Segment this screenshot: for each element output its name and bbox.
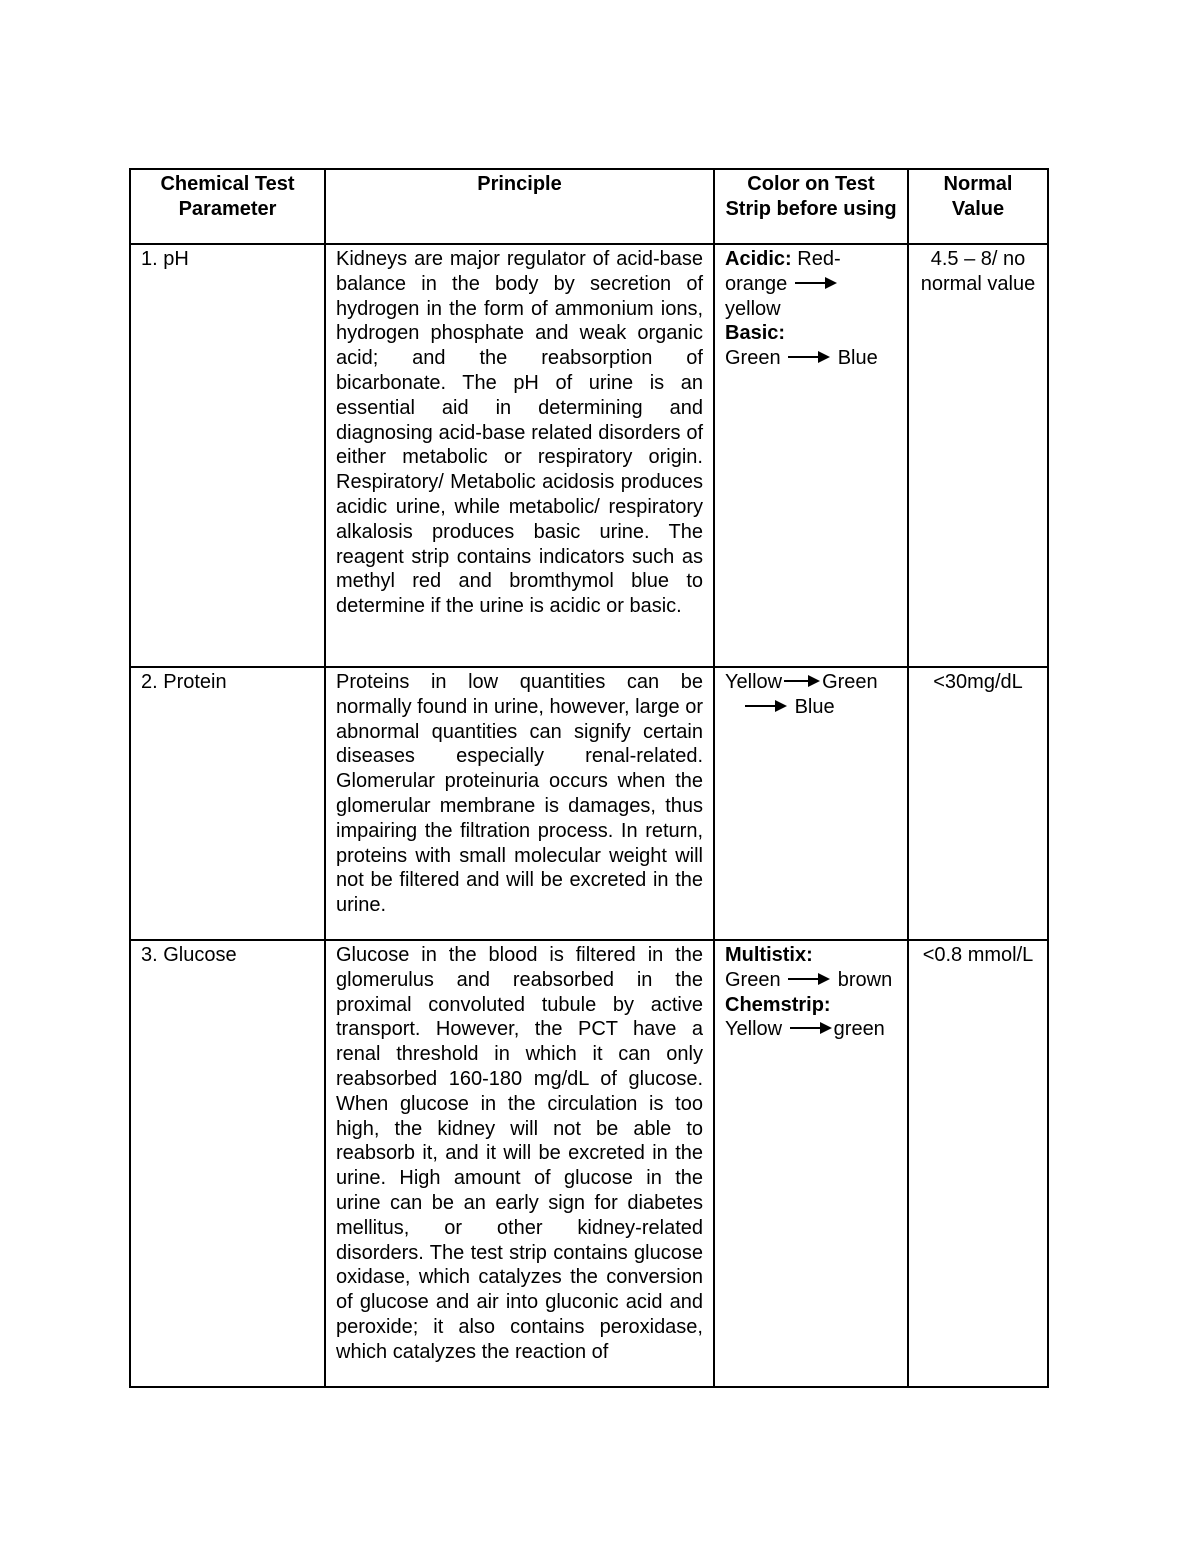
table-row-ph — [130, 244, 1048, 667]
principle-cell — [325, 667, 714, 940]
chemstrip-label: Chemstrip: — [725, 993, 831, 1016]
table-row-protein — [130, 667, 1048, 940]
parameter-cell — [130, 667, 325, 940]
acidic-label: Acidic: — [725, 248, 792, 270]
table-row-glucose — [130, 940, 1048, 1387]
normal-value-cell — [908, 244, 1048, 667]
normal-value-cell — [908, 940, 1048, 1387]
normal-value-cell — [908, 667, 1048, 940]
principle-cell — [325, 940, 714, 1387]
multistix-label: Multistix: — [725, 944, 813, 966]
protein-mid-color: Green — [822, 671, 878, 693]
color-cell — [714, 244, 908, 667]
protein-from-color: Yellow — [725, 671, 783, 693]
arrow-right-icon — [793, 276, 839, 290]
header-parameter: Chemical Test Parameter — [130, 169, 325, 244]
basic-to-color: Blue — [837, 347, 878, 370]
multistix-to-color: brown — [837, 968, 893, 991]
acidic-from-color: Red-orange — [725, 248, 841, 295]
basic-label: Basic: — [725, 322, 786, 345]
principle-cell — [325, 244, 714, 667]
arrow-right-icon — [786, 972, 832, 986]
color-cell — [714, 940, 908, 1387]
header-color: Color on Test Strip before using — [714, 169, 908, 244]
basic-from-color: Green — [725, 347, 781, 370]
principle-text: Kidneys are major regulator of acid-base balance in the body by secretion of hydrogen in the form of ammonium ions, hydrogen phosphate and weak organic acid; and the reabsorption of bicarbonate. The pH of urine is an essential aid in determining and diagnosing acid-base related disorders of either metabolic or respiratory origin. Respiratory/ Metabolic acidosis produces acidic urine, while metabolic/ respiratory alkalosis produces basic urine. The reagent strip contains indicators such as methyl red and bromthymol blue to determine if the urine is acidic or basic. — [336, 248, 703, 618]
multistix-from-color: Green — [725, 968, 781, 991]
protein-to-color: Blue — [794, 695, 835, 718]
header-normal-value: Normal Value — [908, 169, 1048, 244]
principle-text: Proteins in low quantities can be normally found in urine, however, large or abnormal quantities can signify certain diseases especially renal-related. Glomerular proteinuria occurs when the glomerular membrane is damages, thus impairing the filtration process. In return, proteins with small molecular weight will not be filtered and will be excreted in the urine. — [336, 671, 703, 917]
arrow-right-icon — [743, 699, 789, 713]
principle-text: Glucose in the blood is filtered in the glomerulus and reabsorbed in the proximal convoluted tubule by active transport. However, the PCT have a renal threshold in which it can only reabsorbed 160-180 mg/dL of glucose. When glucose in the circulation is too high, the kidney will not be able to reabsorb it, and it will be excreted in the urine. High amount of glucose in the urine can be an early sign for diabetes mellitus, or other kidney-related disorders. The test strip contains glucose oxidase, which catalyzes the conversion of glucose and air into gluconic acid and peroxide; it also contains peroxidase, which catalyzes the reaction of — [336, 944, 703, 1363]
chemstrip-to-color: green — [833, 1018, 885, 1041]
parameter-text: 3. Glucose — [141, 944, 237, 966]
chemstrip-from-color: Yellow — [725, 1018, 783, 1041]
color-cell — [714, 667, 908, 940]
arrow-right-icon — [786, 350, 832, 364]
normal-value-text: <0.8 mmol/L — [922, 944, 1034, 966]
header-row — [130, 169, 1048, 244]
normal-value-text: 4.5 – 8/ no normal value — [920, 248, 1036, 295]
arrow-right-icon — [782, 674, 822, 688]
parameter-text: 1. pH — [141, 248, 189, 270]
acidic-to-color: yellow — [725, 297, 781, 320]
header-principle: Principle — [325, 169, 714, 244]
parameter-cell — [130, 940, 325, 1387]
urinalysis-table — [129, 168, 1049, 1388]
parameter-text: 2. Protein — [141, 671, 227, 693]
normal-value-text: <30mg/dL — [933, 671, 1023, 693]
parameter-cell — [130, 244, 325, 667]
arrow-right-icon — [788, 1021, 834, 1035]
